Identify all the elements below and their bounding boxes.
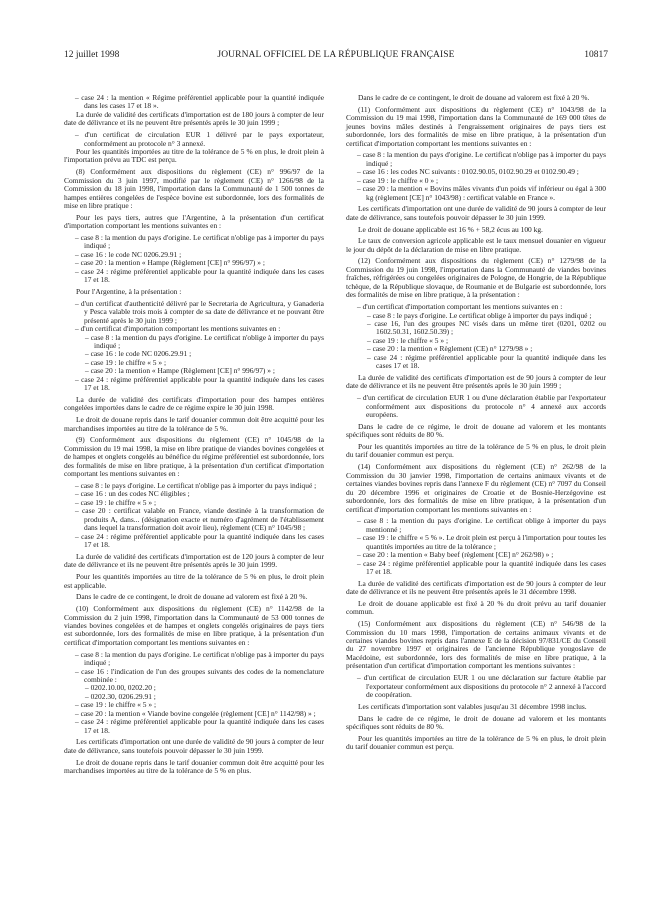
list-item: – case 19 : le chiffre « 5 » ;	[75, 700, 157, 710]
paragraph: (8) Conformément aux dispositions du règlement (CE) n° 996/97 de la Commission du 3 juin 1997, modifié par le règlement (CE) n° 1266/98 de la Commission du 18 juin 1998, l'importation dans la Communauté de 1 500 tonnes de hampes entières congelées de l'espèce bovine est subordonnée, lors des formalités de mise en libre pratique :	[64, 167, 324, 211]
list-item: – case 8 : la mention du pays d'origine. Le certificat oblige à importer du pays mentionné ;	[357, 516, 606, 534]
list-item: – case 19 : le chiffre « 5 » ;	[75, 497, 157, 507]
paragraph: Les certificats d'importation sont valables jusqu'au 31 décembre 1998 inclus.	[358, 701, 587, 711]
paragraph: (12) Conformément aux dispositions du règlement (CE) n° 1279/98 de la Commission du 19 juin 1998, l'importation dans la Communauté de viandes bovines fraîches, réfrigérées ou congelées originaires de Pologne, de Hongrie, de la République tchèque, de la République slovaque, de Roumanie et de Bulgarie est subordonnée, lors des formalités de mise en libre pratique, à la présentation :	[346, 256, 606, 300]
paragraph: La durée de validité des certificats d'importation pour des hampes entières congelées importées dans le cadre de ce régime expire le 30 juin 1998.	[64, 395, 324, 413]
paragraph: La durée de validité des certificats d'importation est de 120 jours à compter de leur date de délivrance et ils ne peuvent être présentés après le 30 juin 1999.	[64, 551, 324, 570]
list-item: – case 24 : régime préférentiel applicable pour la quantité indiquée dans les cases 17 et 18.	[357, 558, 606, 576]
paragraph: Le droit de douane applicable est fixé à 20 % du droit prévu au tarif douanier commun.	[346, 598, 606, 617]
paragraph: La durée de validité des certificats d'importation est de 90 jours à compter de leur date de délivrance et ils ne peuvent être présentés après le 30 juin 1999 ;	[346, 372, 606, 391]
paragraph: (11) Conformément aux dispositions du règlement (CE) n° 1043/98 de la Commission du 19 mai 1998, l'importation dans la Communauté de 169 000 têtes de jeunes bovins mâles destinés à l'engraissement originaires de pays tiers est subordonnée, lors des formalités de mise en libre pratique, à la présentation d'un certificat d'importation comportant les mentions suivantes en :	[346, 104, 606, 148]
list-item: – case 24 : régime préférentiel applicable pour la quantité indiquée dans les cases 17 et 18.	[75, 531, 324, 550]
paragraph: La durée de validité des certificats d'importation est de 90 jours à compter de leur date de délivrance et ils ne peuvent être présentés après le 31 décembre 1998.	[346, 578, 606, 597]
header-title: JOURNAL OFFICIEL DE LA RÉPUBLIQUE FRANÇAISE	[217, 50, 455, 60]
list-item: – d'un certificat d'authenticité délivré par le Secretaria de Agricultura, y Ganaderia y Pesca valable trois mois à compter de sa date de délivrance et ne pouvant être présenté après le 30 juin 1999 ;	[75, 298, 324, 325]
list-item: – case 20 : certificat valable en France, viande destinée à la transformation de produits A, dans... (désignation exacte et numéro d'agrément de l'établissement dans lequel la transformation doit avoir lieu), règlement (CE) n° 1045/98 ;	[75, 506, 324, 533]
list-item: – case 24 : la mention « Régime préférentiel applicable pour la quantité indiquée dans les cases 17 et 18 ».	[75, 93, 324, 111]
list-item: – case 19 : le chiffre « 5 » ;	[367, 335, 449, 345]
list-item: – case 16 : l'indication de l'un des groupes suivants des codes de la nomenclature combinée :	[75, 666, 324, 684]
paragraph: Le droit de douane applicable est 16 % + 58,2 écus au 100 kg.	[358, 224, 543, 234]
list-item: – d'un certificat d'importation comportant les mentions suivantes en :	[75, 324, 281, 334]
list-item: – case 19 : le chiffre « 5 » ;	[85, 357, 167, 367]
list-item: – case 8 : la mention du pays d'origine. Le certificat n'oblige à importer du pays indiqué ;	[85, 332, 324, 351]
paragraph: Dans le cadre de ce régime, le droit de douane ad valorem et les montants spécifiques sont réduits de 80 %.	[346, 421, 606, 440]
list-item: – case 20 : la mention « Règlement (CE) n° 1279/98 » ;	[367, 344, 533, 354]
paragraph: La durée de validité des certificats d'importation est de 180 jours à compter de leur date de délivrance et ils ne peuvent être présentés après le 30 juin 1999 ;	[64, 109, 324, 128]
list-item: – case 8 : la mention du pays d'origine. Le certificat n'oblige pas à importer du pays indiqué ;	[357, 150, 606, 168]
paragraph: Dans le cadre de ce contingent, le droit de douane ad valorem est fixé à 20 %.	[358, 93, 590, 102]
paragraph: Pour les quantités importées au titre de la tolérance de 5 % en plus, le droit plein à l'importation prévu au TDC est perçu.	[64, 147, 324, 165]
list-item: – case 24 : régime préférentiel applicable pour la quantité indiquée dans les cases 17 et 18.	[75, 374, 324, 393]
list-item: – case 8 : le pays d'origine. Le certificat n'oblige pas à importer du pays indiqué ;	[75, 481, 317, 490]
paragraph: Pour les quantités importées au titre de la tolérance de 5 % en plus, le droit plein du tarif douanier commun est perçu.	[346, 442, 606, 460]
header-page-number: 10817	[584, 50, 608, 60]
list-item: – d'un certificat de circulation EUR 1 ou une déclaration sur facture établie par l'exportateur conformément aux dispositions du protocole n° 2 annexé à l'accord de coopération.	[357, 673, 606, 700]
right-column	[346, 94, 606, 755]
list-item: – case 16 : le code NC 0206.29.91 ;	[85, 349, 192, 359]
list-item: – case 24 : régime préférentiel applicable pour la quantité indiquée dans les cases 17 et 18.	[75, 266, 324, 285]
list-item: – case 24 : régime préférentiel applicable pour la quantité indiquée dans les cases 17 et 18.	[75, 717, 324, 735]
list-item: – case 8 : la mention du pays d'origine. Le certificat n'oblige pas à importer du pays indiqué ;	[75, 232, 324, 251]
list-item: – case 20 : la mention « Bovins mâles vivants d'un poids vif inférieur ou égal à 300 kg (règlement [CE] n° 1043/98) : certificat valable en France ».	[357, 184, 606, 202]
list-item: – case 20 : la mention « Viande bovine congelée (règlement [CE] n° 1142/98) » ;	[75, 708, 316, 718]
paragraph: (10) Conformément aux dispositions du règlement (CE) n° 1142/98 de la Commission du 2 juin 1998, l'importation dans la Communauté de 53 000 tonnes de viandes bovines congelées et de hampes et onglets congelés originaires de pays tiers est subordonnée, lors des formalités de mise en libre pratique, à la présentation d'un certificat d'importation comportant les mentions suivantes en :	[64, 604, 324, 647]
list-item: – case 16 : le code NC 0206.29.91 ;	[75, 249, 182, 259]
page-header	[64, 50, 608, 64]
paragraph: (15) Conformément aux dispositions du règlement (CE) n° 546/98 de la Commission du 10 mars 1998, l'importation de certains animaux vivants et de certaines viandes bovines repris dans l'annexe E de la décision 97/831/CE du Conseil du 27 novembre 1997 et originaires de l'ancienne République yougoslave de Macédoine, est subordonnée, lors des formalités de mise en libre pratique, à la présentation d'un certificat d'importation comportant les mentions suivantes :	[346, 619, 606, 671]
list-item: – case 19 : le chiffre « 0 » ;	[357, 175, 439, 185]
paragraph: Dans le cadre de ce contingent, le droit de douane ad valorem est fixé à 20 %.	[76, 592, 308, 602]
paragraph: (9) Conformément aux dispositions du règlement (CE) n° 1045/98 de la Commission du 19 mai 1998, la mise en libre pratique de viandes bovines congelées et de hampes et onglets congelés au bénéfice du régime préférentiel est subordonnée, lors des formalités de mise en libre pratique, à la présentation d'un certificat d'importation comportant les mentions suivantes en :	[64, 435, 324, 479]
list-item: – case 24 : régime préférentiel applicable pour la quantité indiquée dans les cases 17 et 18.	[367, 352, 606, 371]
paragraph: Les certificats d'importation ont une durée de validité de 90 jours à compter de leur date de délivrance, sans toutefois pouvoir dépasser le 30 juin 1999.	[346, 204, 606, 222]
paragraph: Pour les quantités importées au titre de la tolérance de 5 % en plus, le droit plein du tarif douanier commun est perçu.	[346, 733, 606, 752]
list-item: – case 20 : la mention « Baby beef (règlement [CE] n° 262/98) » ;	[357, 550, 554, 560]
list-item: – case 19 : le chiffre « 5 % ». Le droit plein est perçu à l'importation pour toutes les quantités importées au titre de la tolérance ;	[357, 533, 606, 551]
list-item: – 0202.10.00, 0202.20 ;	[85, 683, 156, 693]
list-item: – case 16 : un des codes NC éligibles ;	[75, 489, 190, 499]
header-date: 12 juillet 1998	[64, 50, 120, 60]
list-item: – case 8 : le pays d'origine. Le certificat oblige à importer du pays indiqué ;	[367, 310, 592, 320]
paragraph: Le taux de conversion agricole applicable est le taux mensuel douanier en vigueur le jour du dépôt de la déclaration de mise en libre pratique.	[346, 236, 606, 254]
list-item: – case 8 : la mention du pays d'origine. Le certificat n'oblige pas à importer du pays indiqué ;	[75, 649, 324, 668]
paragraph: Pour les pays tiers, autres que l'Argentine, à la présentation d'un certificat d'importation comportant les mentions suivantes en :	[64, 212, 324, 231]
paragraph: (14) Conformément aux dispositions du règlement (CE) n° 262/98 de la Commission du 30 janvier 1998, l'importation de certains animaux vivants et de certaines viandes bovines repris dans l'annexe F du règlement (CE) n° 7097 du Conseil du 20 décembre 1996 et originaires de Croatie et de Bosnie-Herzégovine est subordonnée, lors des formalités de mise en libre pratique, à la présentation d'un certificat d'importation comportant les mentions suivantes en :	[346, 462, 606, 514]
list-item: – case 16 : les codes NC suivants : 0102.90.05, 0102.90.29 et 0102.90.49 ;	[357, 167, 579, 177]
list-item: – d'un certificat d'importation comportant les mentions suivantes en :	[357, 302, 563, 312]
list-item: – d'un certificat de circulation EUR 1 délivré par le pays exportateur, conformément au protocole n° 3 annexé.	[75, 130, 324, 148]
paragraph: Pour l'Argentine, à la présentation :	[76, 287, 182, 296]
left-column	[64, 94, 324, 779]
list-item: – 0202.30, 0206.29.91 ;	[85, 691, 156, 701]
paragraph: Le droit de douane repris dans le tarif douanier commun doit être acquitté pour les marchandises importées au titre de la tolérance de 5 %.	[64, 415, 324, 433]
paragraph: Pour les quantités importées au titre de la tolérance de 5 % en plus, le droit plein est applicable.	[64, 572, 324, 590]
list-item: – case 20 : la mention « Hampe (Règlement [CE] n° 996/97) » ;	[75, 258, 265, 268]
list-item: – d'un certificat de circulation EUR 1 ou d'une déclaration établie par l'exportateur conformément aux dispositions du protocole n° 4 annexé aux accords européens.	[357, 393, 606, 420]
paragraph: Le droit de douane repris dans le tarif douanier commun doit être acquitté pour les marchandises importées au titre de la tolérance de 5 % en plus.	[64, 757, 324, 776]
paragraph: Dans le cadre de ce régime, le droit de douane ad valorem et les montants spécifiques sont réduits de 80 %.	[346, 713, 606, 731]
paragraph: Les certificats d'importation ont une durée de validité de 90 jours à compter de leur date de délivrance, sans toutefois pouvoir dépasser le 30 juin 1999.	[64, 737, 324, 755]
list-item: – case 20 : la mention « Hampe (Règlement [CE] n° 996/97) » ;	[85, 366, 275, 376]
list-item: – case 16, l'un des groupes NC visés dans un même tiret (0201, 0202 ou 1602.50.31, 1602.50.39) ;	[367, 318, 606, 337]
